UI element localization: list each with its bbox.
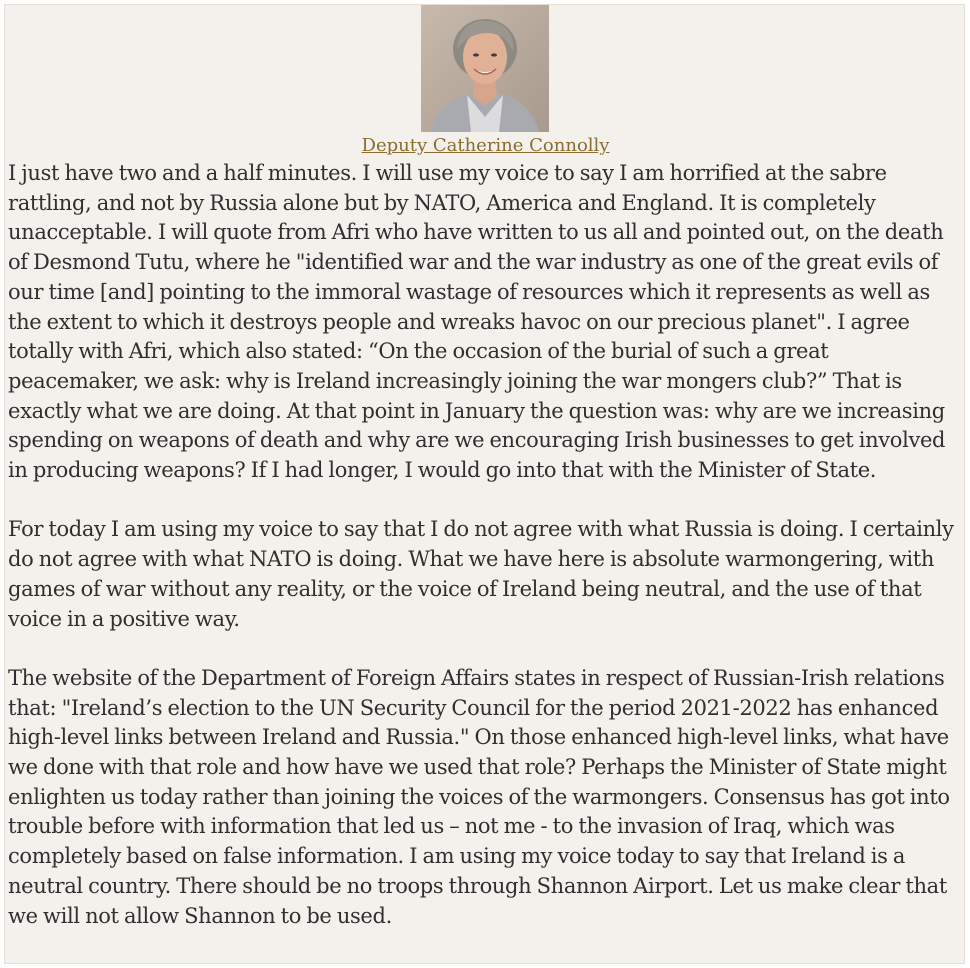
speech-panel <box>4 4 965 964</box>
speech-text <box>8 159 964 931</box>
speech-paragraph-1: I just have two and a half minutes. I will use my voice to say I am horrified at the sabre rattling, and not by Russia alone but by NATO, America and England. It is completely unacceptable. I will quote from Afri who have written to us all and pointed out, on the death of Desmond Tutu, where he "identified war and the war industry as one of the great evils of our time [and] pointing to the immoral wastage of resources which it represents as well as the extent to which it destroys people and wreaks havoc on our precious planet". I agree totally with Afri, which also stated: “On the occasion of the burial of such a great peacemaker, we ask: why is Ireland increasingly joining the war mongers club?” That is exactly what we are doing. At that point in January the question was: why are we increasing spending on weapons of death and why are we encouraging Irish businesses to get involved in producing weapons? If I had longer, I would go into that with the Minister of State. <box>8 161 946 483</box>
speaker-portrait-image <box>421 5 549 132</box>
speech-paragraph-3: The website of the Department of Foreign Affairs states in respect of Russian-Irish relations that: "Ireland’s election to the UN Security Council for the period 2021-2022 has enhanced high-level links between Ireland and Russia." On those enhanced high-level links, what have we done with that role and how have we used that role? Perhaps the Minister of State might enlighten us today rather than joining the voices of the warmongers. Consensus has got into trouble before with information that led us – not me - to the invasion of Iraq, which was completely based on false information. I am using my voice today to say that Ireland is a neutral country. There should be no troops through Shannon Airport. Let us make clear that we will not allow Shannon to be used. <box>8 665 950 928</box>
speaker-name-link[interactable]: Deputy Catherine Connolly <box>361 135 610 156</box>
speech-paragraph-2: For today I am using my voice to say that I do not agree with what Russia is doing. I certainly do not agree with what NATO is doing. What we have here is absolute warmongering, with games of war without any reality, or the voice of Ireland being neutral, and the use of that voice in a positive way. <box>8 517 954 631</box>
speaker-portrait <box>421 5 549 132</box>
